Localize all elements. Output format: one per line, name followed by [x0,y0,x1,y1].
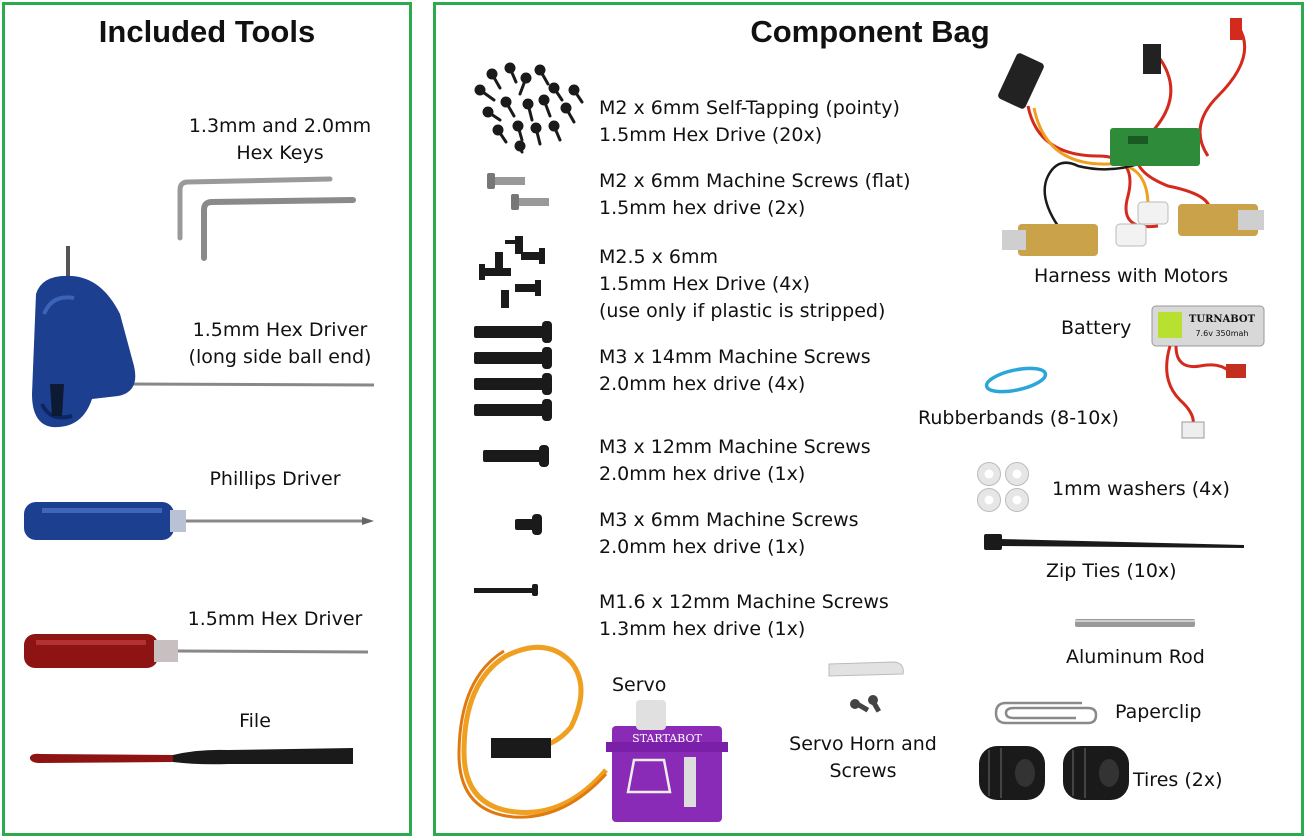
servo-brand-text: STARTABOT [632,732,702,745]
rubberbands-label: Rubberbands (8-10x) [918,407,1119,429]
aluminum-rod-label: Aluminum Rod [1066,646,1205,668]
battery-brand-text: TURNABOT [1188,314,1256,325]
m3-6mm-screw-icon [512,512,547,538]
rubberband-icon [980,363,1050,399]
t-handle-driver-label: 1.5mm Hex Driver (long side ball end) [188,319,372,368]
tires-icon [975,742,1135,804]
m25-screws-label: M2.5 x 6mm 1.5mm Hex Drive (4x) (use only if plastic is stripped) [599,246,886,322]
m16-12mm-screw-icon [472,582,547,598]
washers-label: 1mm washers (4x) [1052,478,1230,500]
battery-spec-text: 7.6v 350mah [1195,329,1249,338]
included-tools-title: Included Tools [98,14,316,49]
phillips-screwdriver-icon [22,496,377,546]
m3-12mm-screw-label: M3 x 12mm Machine Screws 2.0mm hex drive (1x) [599,436,871,485]
paperclip-icon [992,697,1102,729]
component-bag-title: Component Bag [750,14,990,49]
harness-motors-icon [998,16,1268,264]
phillips-driver-label: Phillips Driver [209,468,341,490]
file-label: File [239,710,271,732]
hex-screwdriver-icon [22,632,372,672]
servo-horn-icon [825,660,910,722]
aluminum-rod-icon [1073,616,1198,630]
flat-machine-screws-icon [485,170,555,218]
m3-14mm-screws-icon [470,320,560,430]
hex-driver-label: 1.5mm Hex Driver [187,608,363,630]
servo-icon [456,642,736,827]
servo-label: Servo [612,674,667,696]
tires-label: Tires (2x) [1133,769,1223,791]
battery-label: Battery [1061,317,1132,339]
m25-screws-icon [475,232,555,312]
self-tapping-screws-icon [470,60,590,155]
m16-12mm-screw-label: M1.6 x 12mm Machine Screws 1.3mm hex drive (1x) [599,591,889,640]
servo-horn-label: Servo Horn and Screws [789,733,937,782]
t-handle-hex-driver-icon [22,244,382,434]
battery-icon [1140,300,1270,442]
flat-machine-screws-label: M2 x 6mm Machine Screws (flat) 1.5mm hex drive (2x) [599,170,911,219]
zip-ties-label: Zip Ties (10x) [1046,560,1177,582]
harness-label: Harness with Motors [1034,265,1229,287]
m3-14mm-screws-label: M3 x 14mm Machine Screws 2.0mm hex drive (4x) [599,346,871,395]
file-tool-icon [28,745,358,771]
washers-icon [975,462,1035,514]
m3-12mm-screw-icon [480,442,555,472]
m3-6mm-screw-label: M3 x 6mm Machine Screws 2.0mm hex drive (1x) [599,509,859,558]
self-tapping-screws-label: M2 x 6mm Self-Tapping (pointy) 1.5mm Hex Drive (20x) [599,97,900,146]
zip-tie-icon [982,530,1250,554]
paperclip-label: Paperclip [1115,701,1202,723]
hex-keys-label: 1.3mm and 2.0mm Hex Keys [188,115,372,164]
